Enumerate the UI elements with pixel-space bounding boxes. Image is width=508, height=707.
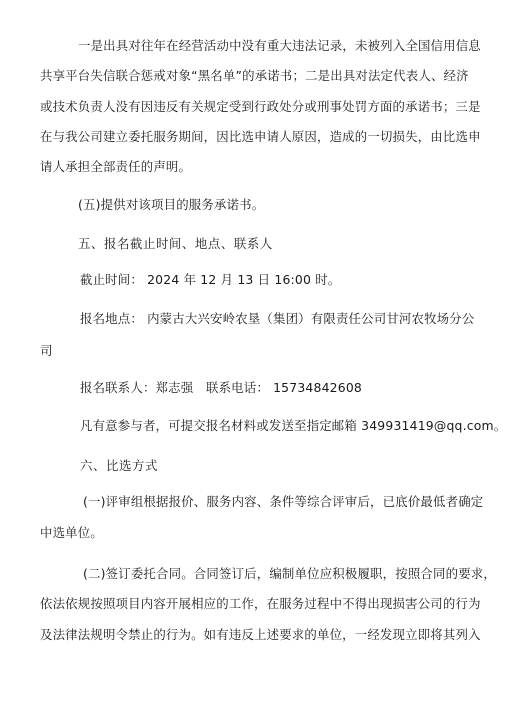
para1-line-2: 共享平台失信联合惩戒对象“黑名单”的承诺书；二是出具对法定代表人、经济 <box>40 68 469 83</box>
method-2-line-3: 及法律法规明令禁止的行为。如有违反上述要求的单位，一经发现立即将其列入 <box>40 627 481 642</box>
contact-person: 报名联系人：郑志强 <box>80 380 194 395</box>
contact-phone: 联系电话： 15734842608 <box>206 380 363 395</box>
section-5-heading: 五、报名截止时间、地点、联系人 <box>78 236 273 251</box>
para1-line-1: 一是出具对往年在经营活动中没有重大违法记录，未被列入全国信用信息 <box>78 38 481 53</box>
item-5-text: (五)提供对该项目的服务承诺书。 <box>78 197 265 212</box>
email-note: 凡有意参与者，可提交报名材料或发送至指定邮箱 349931419@qq.com。 <box>80 418 507 433</box>
method-2-line-2: 依法依规按照项目内容开展相应的工作，在服务过程中不得出现损害公司的行为 <box>40 596 481 611</box>
location-line-2: 司 <box>40 343 53 358</box>
para1-line-3: 或技术负责人没有因违反有关规定受到行政处分或刑事处罚方面的承诺书；三是 <box>40 99 481 114</box>
location-line-1: 报名地点： 内蒙古大兴安岭农垦（集团）有限责任公司甘河农牧场分公 <box>80 311 475 326</box>
section-6-heading: 六、比选方式 <box>80 458 158 473</box>
para1-line-5: 请人承担全部责任的声明。 <box>40 159 192 174</box>
method-1-line-2: 中选单位。 <box>40 525 103 540</box>
para1-line-4: 在与我公司建立委托服务期间，因比选申请人原因，造成的一切损失，由比选申 <box>40 129 481 144</box>
method-2-line-1: (二)签订委托合同。合同签订后，编制单位应积极履职，按照合同的要求， <box>83 566 496 581</box>
deadline-text: 截止时间： 2024 年 12 月 13 日 16:00 时。 <box>80 272 341 287</box>
method-1-line-1: (一)评审组根据报价、服务内容、条件等综合评审后，已底价最低者确定 <box>83 494 484 509</box>
